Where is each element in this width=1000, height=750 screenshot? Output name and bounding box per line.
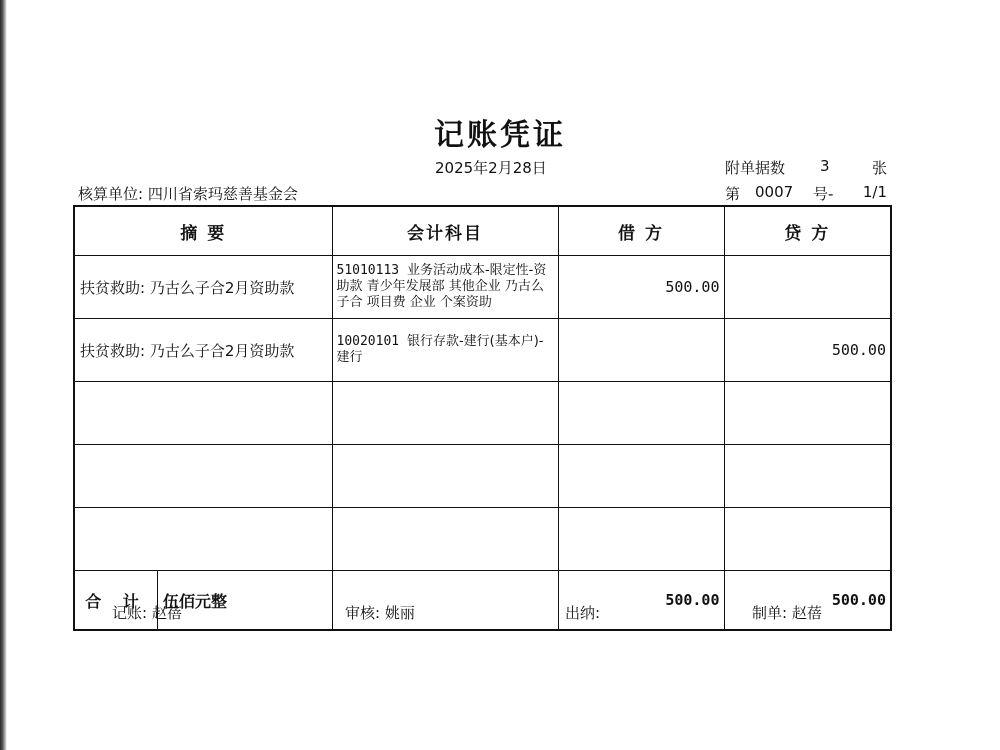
- entry-debit: [558, 319, 724, 382]
- reviewer-signature: 审核: 姚丽: [345, 604, 415, 622]
- bookkeeper-signature: 记账: 赵蓓: [112, 604, 182, 622]
- attachment-number: 3: [820, 157, 830, 175]
- entry-account: [332, 508, 558, 571]
- entry-account: [332, 445, 558, 508]
- entry-account: [332, 256, 558, 319]
- total-credit: 500.00: [724, 571, 891, 631]
- entry-debit: 500.00: [558, 256, 724, 319]
- entry-debit: [558, 382, 724, 445]
- total-debit: 500.00: [558, 571, 724, 631]
- entry-summary: 扶贫救助: 乃古么子合2月资助款: [74, 319, 332, 382]
- account-name: 银行存款-建行(基本户)-建行: [336, 334, 544, 365]
- voucher-number-suffix: 号-: [813, 185, 834, 203]
- header-debit: 借 方: [558, 206, 724, 256]
- header-summary: 摘 要: [74, 206, 332, 256]
- accounting-unit: 核算单位: 四川省索玛慈善基金会: [78, 185, 298, 203]
- attachment-unit: 张: [871, 159, 887, 177]
- account-code: 51010113: [336, 263, 400, 278]
- header-account: 会计科目: [332, 206, 558, 256]
- entry-summary: 扶贫救助: 乃古么子合2月资助款: [74, 256, 332, 319]
- account-name: 业务活动成本-限定性-资助款 青少年发展部 其他企业 乃古么子合 项目费 企业 个案资助: [336, 263, 547, 310]
- header-credit: 贷 方: [724, 206, 891, 256]
- entry-summary: [74, 382, 332, 445]
- attachment-count: [725, 157, 887, 178]
- entry-account: [332, 319, 558, 382]
- entry-credit: 500.00: [724, 319, 891, 382]
- entry-credit: [724, 256, 891, 319]
- entry-account: [332, 382, 558, 445]
- voucher-table: [73, 205, 892, 631]
- table-row: [74, 508, 891, 571]
- entry-debit: [558, 508, 724, 571]
- entry-debit: [558, 445, 724, 508]
- entry-summary: [74, 508, 332, 571]
- preparer-signature: 制单: 赵蓓: [752, 604, 822, 622]
- entry-summary: [74, 445, 332, 508]
- table-row: [74, 256, 891, 319]
- voucher-number-prefix: 第: [725, 185, 741, 203]
- entry-credit: [724, 445, 891, 508]
- account-code: 10020101: [336, 334, 400, 349]
- total-amount-in-words: 伍佰元整: [163, 591, 228, 611]
- entry-credit: [724, 382, 891, 445]
- voucher-page: 1/1: [862, 183, 887, 201]
- total-label: 合 计: [75, 571, 158, 629]
- voucher-date: 2025年2月28日: [435, 159, 547, 177]
- table-row: [74, 445, 891, 508]
- voucher-title: 记账凭证: [434, 118, 566, 153]
- cashier-signature: 出纳:: [565, 604, 601, 622]
- attachment-label: 附单据数: [725, 159, 786, 177]
- voucher-number: [725, 183, 887, 204]
- entry-credit: [724, 508, 891, 571]
- voucher-number-value: 0007: [755, 183, 794, 201]
- table-row: [74, 382, 891, 445]
- table-row: [74, 319, 891, 382]
